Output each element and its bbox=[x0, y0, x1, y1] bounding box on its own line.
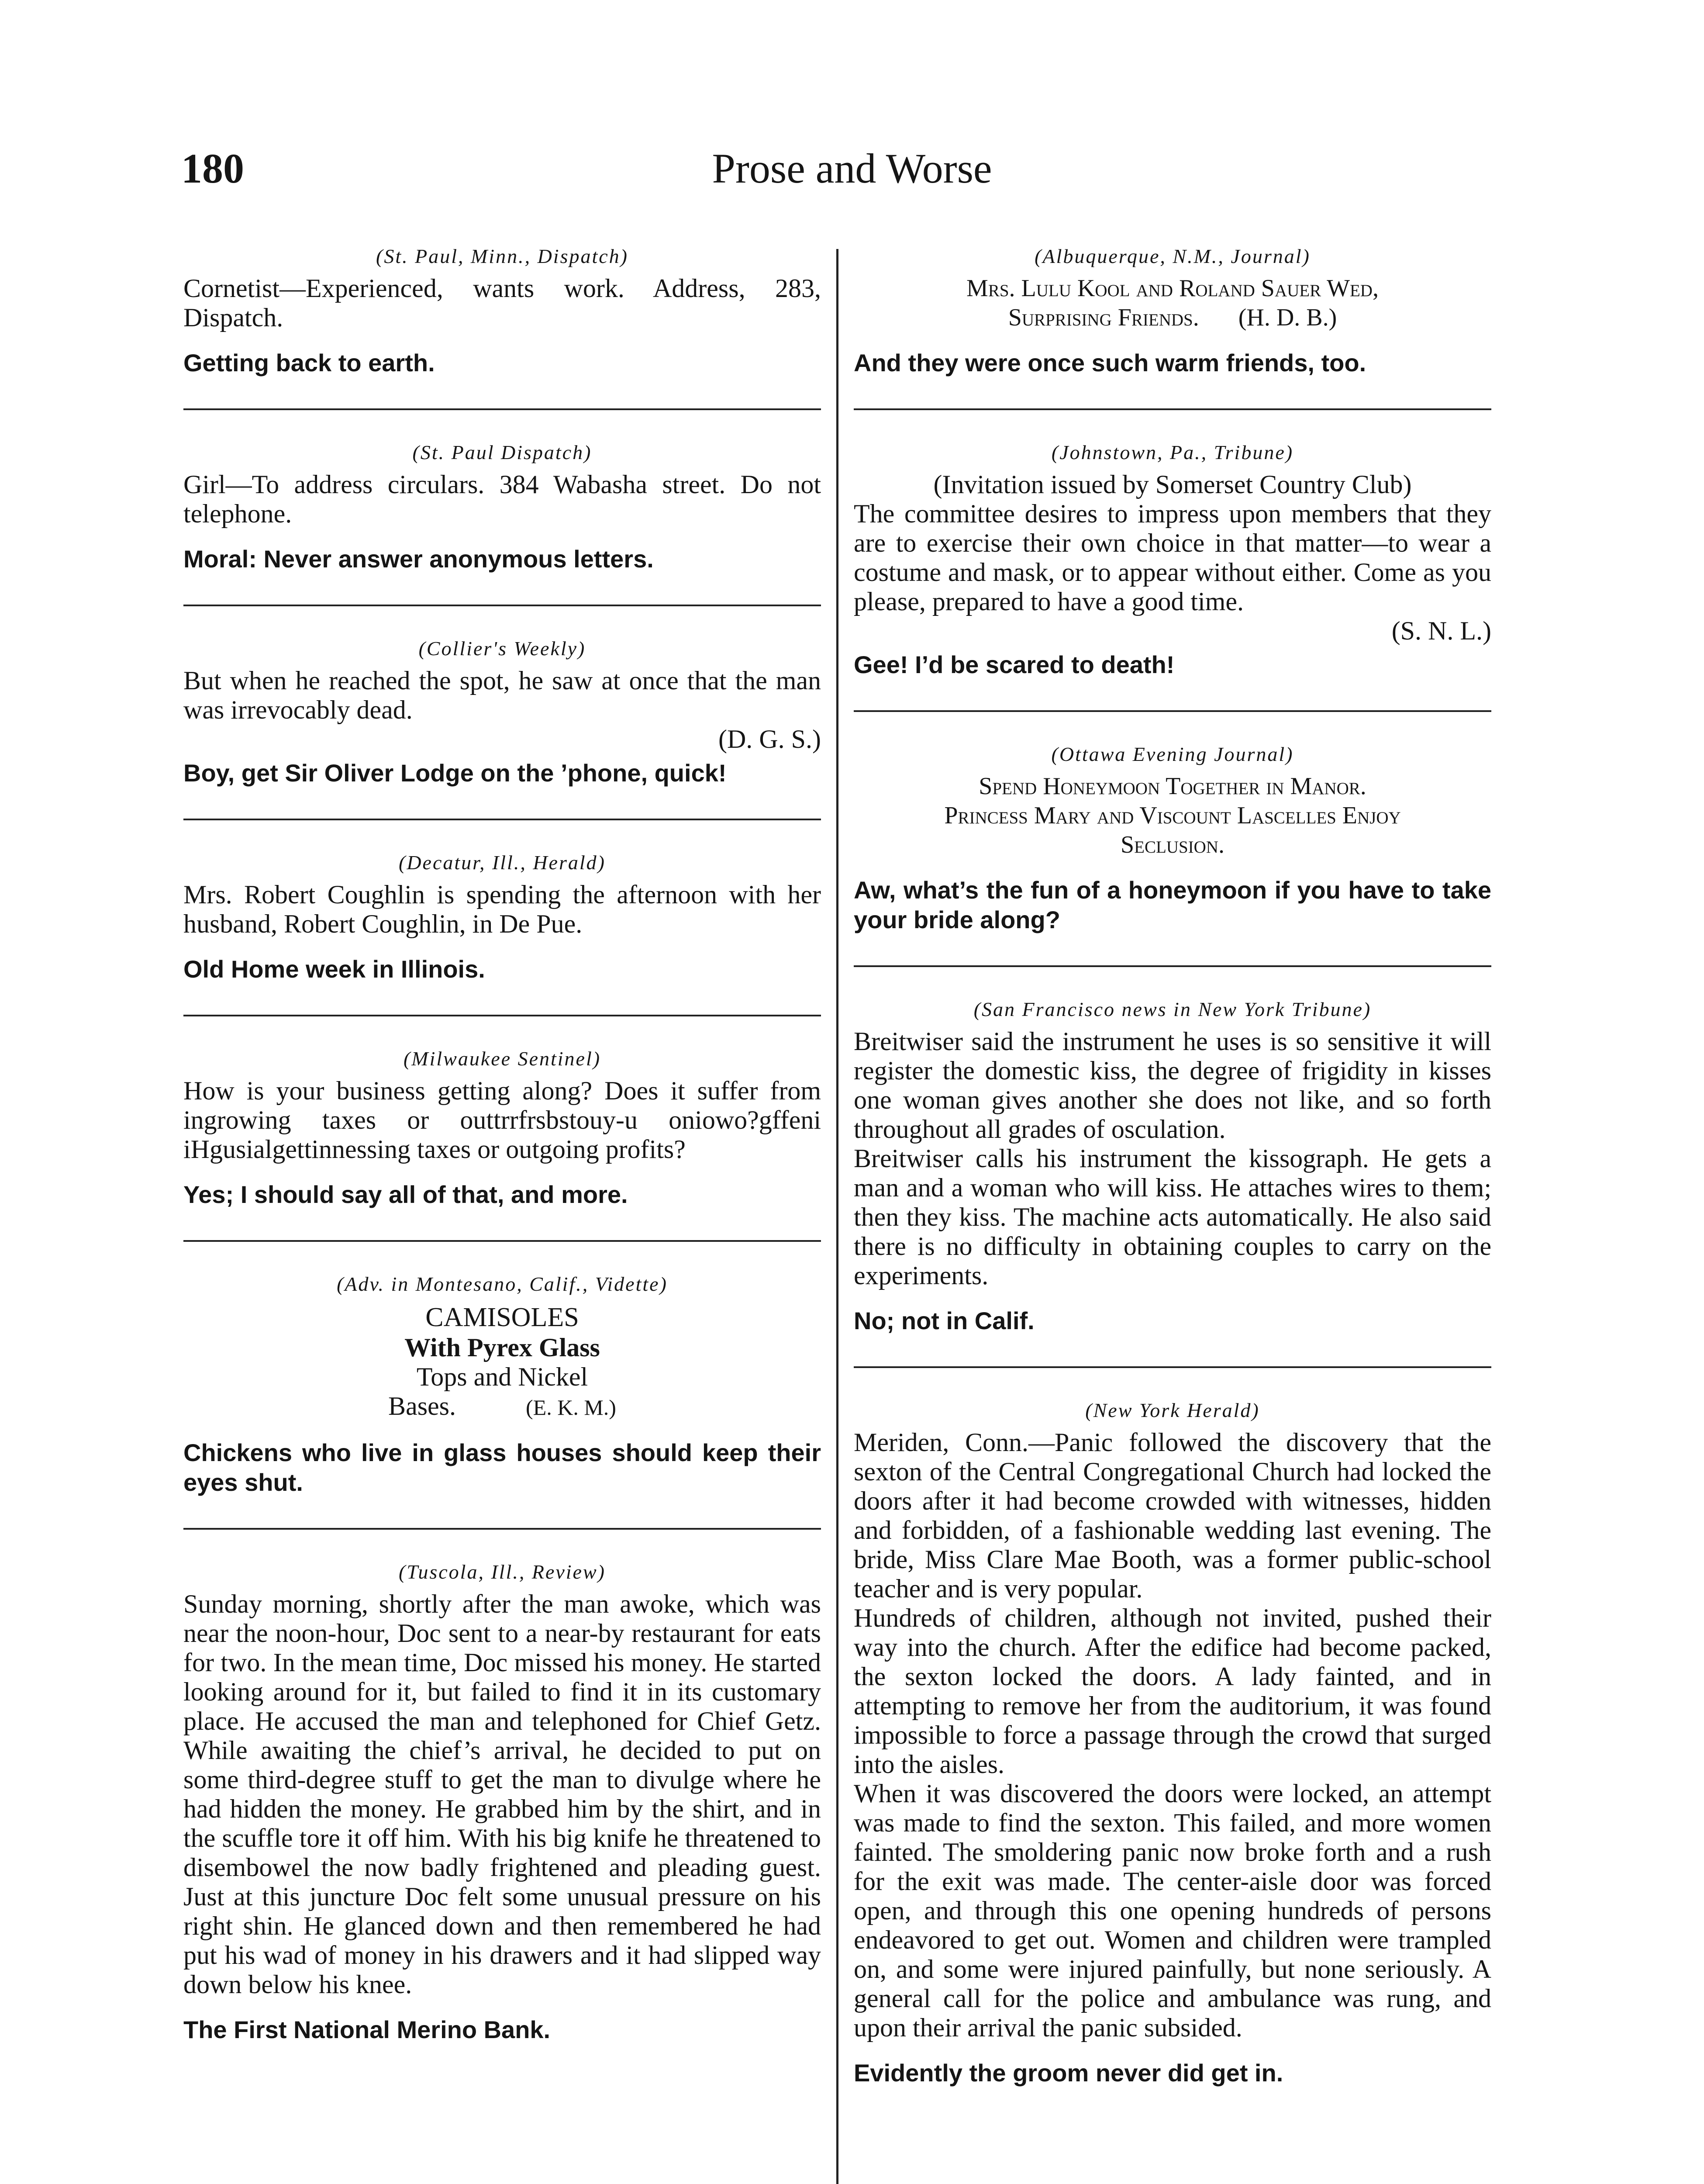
contributor-initials: (E. K. M.) bbox=[526, 1395, 616, 1420]
clipping-text: But when he reached the spot, he saw at once that the man was irrevocably dead. bbox=[183, 666, 821, 724]
clipping-headline: Princess Mary and Viscount Lascelles Enjoy bbox=[944, 802, 1401, 829]
clipping-text: Cornetist—Experienced, wants work. Address, 283, Dispatch. bbox=[183, 274, 821, 332]
clipping-intro: (Invitation issued by Somerset Country Club) bbox=[933, 470, 1412, 499]
ad-title: CAMISOLES bbox=[425, 1303, 579, 1332]
clipping-comment: The First National Merino Bank. bbox=[183, 2016, 551, 2043]
section-divider bbox=[854, 965, 1491, 967]
clipping-source: (St. Paul, Minn., Dispatch) bbox=[376, 245, 628, 267]
clipping-comment: Old Home week in Illinois. bbox=[183, 955, 485, 983]
left-column bbox=[183, 245, 821, 2045]
column-divider bbox=[836, 249, 838, 2184]
clipping-source: (Collier's Weekly) bbox=[418, 637, 586, 660]
section-divider bbox=[854, 710, 1491, 712]
clipping-entry bbox=[854, 441, 1491, 680]
clipping-entry bbox=[183, 851, 821, 984]
clipping-entry bbox=[183, 245, 821, 378]
section-divider bbox=[183, 408, 821, 410]
clipping-entry bbox=[183, 1560, 821, 2045]
clipping-source: (Albuquerque, N.M., Journal) bbox=[1035, 245, 1311, 267]
clipping-comment: Boy, get Sir Oliver Lodge on the ’phone, quick! bbox=[183, 759, 727, 787]
section-divider bbox=[183, 1240, 821, 1242]
clipping-headline: Seclusion. bbox=[1121, 831, 1225, 858]
clipping-entry bbox=[183, 637, 821, 788]
section-divider bbox=[183, 1015, 821, 1016]
clipping-text: Meriden, Conn.—Panic followed the discovery that the sexton of the Central Congregational Church had locked the doors after it had become crowded with witnesses, hidden and forbidden, of a fashionable wedding last evening. The bride, Miss Clare Mae Booth, was a former public-school teacher and is very popular. bbox=[854, 1428, 1491, 1603]
clipping-comment: Evidently the groom never did get in. bbox=[854, 2059, 1283, 2087]
clipping-text: Sunday morning, shortly after the man awoke, which was near the noon-hour, Doc sent to a near-by restaurant for eats for two. In the mean time, Doc missed his money. He started looking around for it, but failed to find it in its customary place. He accused the man and telephoned for Chief Getz. While awaiting the chief’s arrival, he decided to put on some third-degree stuff to get the man to divulge where he had hidden the money. He grabbed him by the shirt, and in the scuffle tore it off him. With his big knife he threatened to disembowel the now badly frightened and pleading guest. Just at this juncture Doc felt some unusual pressure on his right shin. He glanced down and then remembered he had put his wad of money in his drawers and it had slipped way down below his knee. bbox=[183, 1590, 821, 1999]
clipping-comment: Yes; I should say all of that, and more. bbox=[183, 1181, 628, 1208]
clipping-entry bbox=[183, 441, 821, 574]
clipping-comment: Chickens who live in glass houses should keep their eyes shut. bbox=[183, 1439, 821, 1496]
page-number: 180 bbox=[181, 145, 244, 192]
clipping-headline bbox=[854, 303, 1491, 332]
section-divider bbox=[854, 1366, 1491, 1368]
clipping-headline: Spend Honeymoon Together in Manor. bbox=[979, 773, 1366, 800]
contributor-initials: (S. N. L.) bbox=[1391, 616, 1491, 645]
clipping-entry bbox=[854, 245, 1491, 378]
clipping-source: (Adv. in Montesano, Calif., Vidette) bbox=[337, 1273, 668, 1295]
right-column bbox=[854, 245, 1491, 2088]
clipping-text: How is your business getting along? Does it suffer from ingrowing taxes or outtrrfrsbstouy-u oniowo?gffeni iHgusialgettinnessing taxes or outgoing profits? bbox=[183, 1076, 821, 1164]
section-divider bbox=[854, 408, 1491, 410]
section-divider bbox=[183, 605, 821, 606]
clipping-comment: And they were once such warm friends, too. bbox=[854, 349, 1366, 377]
clipping-comment: Gee! I’d be scared to death! bbox=[854, 651, 1175, 678]
ad-line bbox=[183, 1392, 821, 1422]
clipping-entry bbox=[854, 998, 1491, 1336]
clipping-source: (Tuscola, Ill., Review) bbox=[399, 1561, 606, 1583]
clipping-text: When it was discovered the doors were locked, an attempt was made to find the sexton. This failed, and more women fainted. The smoldering panic now broke forth and a rush for the exit was made. The center-aisle door was forced open, and through this one opening hundreds of persons endeavored to get out. Women and children were trampled on, and some were injured painfully, but none seriously. A general call for the police and ambulance was rung, and upon their arrival the panic subsided. bbox=[854, 1779, 1491, 2042]
clipping-text: Breitwiser said the instrument he uses is so sensitive it will register the domestic kiss, the degree of frigidity in kisses one woman gives another she does not like, and so forth throughout all grades of osculation. bbox=[854, 1027, 1491, 1144]
clipping-source: (New York Herald) bbox=[1085, 1399, 1260, 1421]
ad-line: Tops and Nickel bbox=[416, 1362, 588, 1391]
ad-line-text: Bases. bbox=[388, 1392, 456, 1420]
clipping-text: Girl—To address circulars. 384 Wabasha street. Do not telephone. bbox=[183, 470, 821, 528]
clipping-entry bbox=[854, 1399, 1491, 2088]
clipping-text: Hundreds of children, although not invited, pushed their way into the church. After the edifice had become packed, the sexton locked the doors. A lady fainted, and in attempting to remove her from the auditorium, it was found impossible to force a passage through the crowd that surged into the aisles. bbox=[854, 1603, 1491, 1779]
contributor-initials: (D. G. S.) bbox=[718, 725, 821, 753]
clipping-comment: Getting back to earth. bbox=[183, 349, 435, 377]
clipping-source: (Milwaukee Sentinel) bbox=[403, 1047, 601, 1070]
contributor-initials: (H. D. B.) bbox=[1238, 304, 1337, 331]
clipping-text: The committee desires to impress upon members that they are to exercise their own choice in that matter—to wear a costume and mask, or to appear without either. Come as you please, prepared to have a good time. bbox=[854, 499, 1491, 616]
clipping-text: Breitwiser calls his instrument the kissograph. He gets a man and a woman who will kiss. He attaches wires to them; then they kiss. The machine acts automatically. He also said there is no difficulty in obtaining couples to carry on the experiments. bbox=[854, 1144, 1491, 1290]
clipping-comment: No; not in Calif. bbox=[854, 1307, 1035, 1334]
clipping-entry bbox=[183, 1047, 821, 1209]
clipping-source: (San Francisco news in New York Tribune) bbox=[973, 998, 1372, 1020]
clipping-source: (Ottawa Evening Journal) bbox=[1051, 743, 1294, 765]
clipping-headline: Mrs. Lulu Kool and Roland Sauer Wed, bbox=[966, 275, 1379, 302]
clipping-entry bbox=[854, 743, 1491, 935]
ad-line: With Pyrex Glass bbox=[404, 1333, 600, 1362]
clipping-source: (Johnstown, Pa., Tribune) bbox=[1051, 441, 1294, 463]
clipping-entry bbox=[183, 1272, 821, 1497]
headline-text: Surprising Friends. bbox=[1008, 304, 1199, 331]
page-title: Prose and Worse bbox=[712, 145, 992, 192]
section-divider bbox=[183, 1528, 821, 1530]
clipping-comment: Aw, what’s the fun of a honeymoon if you have to take your bride along? bbox=[854, 876, 1491, 933]
clipping-source: (St. Paul Dispatch) bbox=[412, 441, 592, 463]
clipping-source: (Decatur, Ill., Herald) bbox=[399, 851, 606, 874]
section-divider bbox=[183, 819, 821, 820]
clipping-text: Mrs. Robert Coughlin is spending the afternoon with her husband, Robert Coughlin, in De Pue. bbox=[183, 880, 821, 938]
clipping-comment: Moral: Never answer anonymous letters. bbox=[183, 545, 654, 573]
